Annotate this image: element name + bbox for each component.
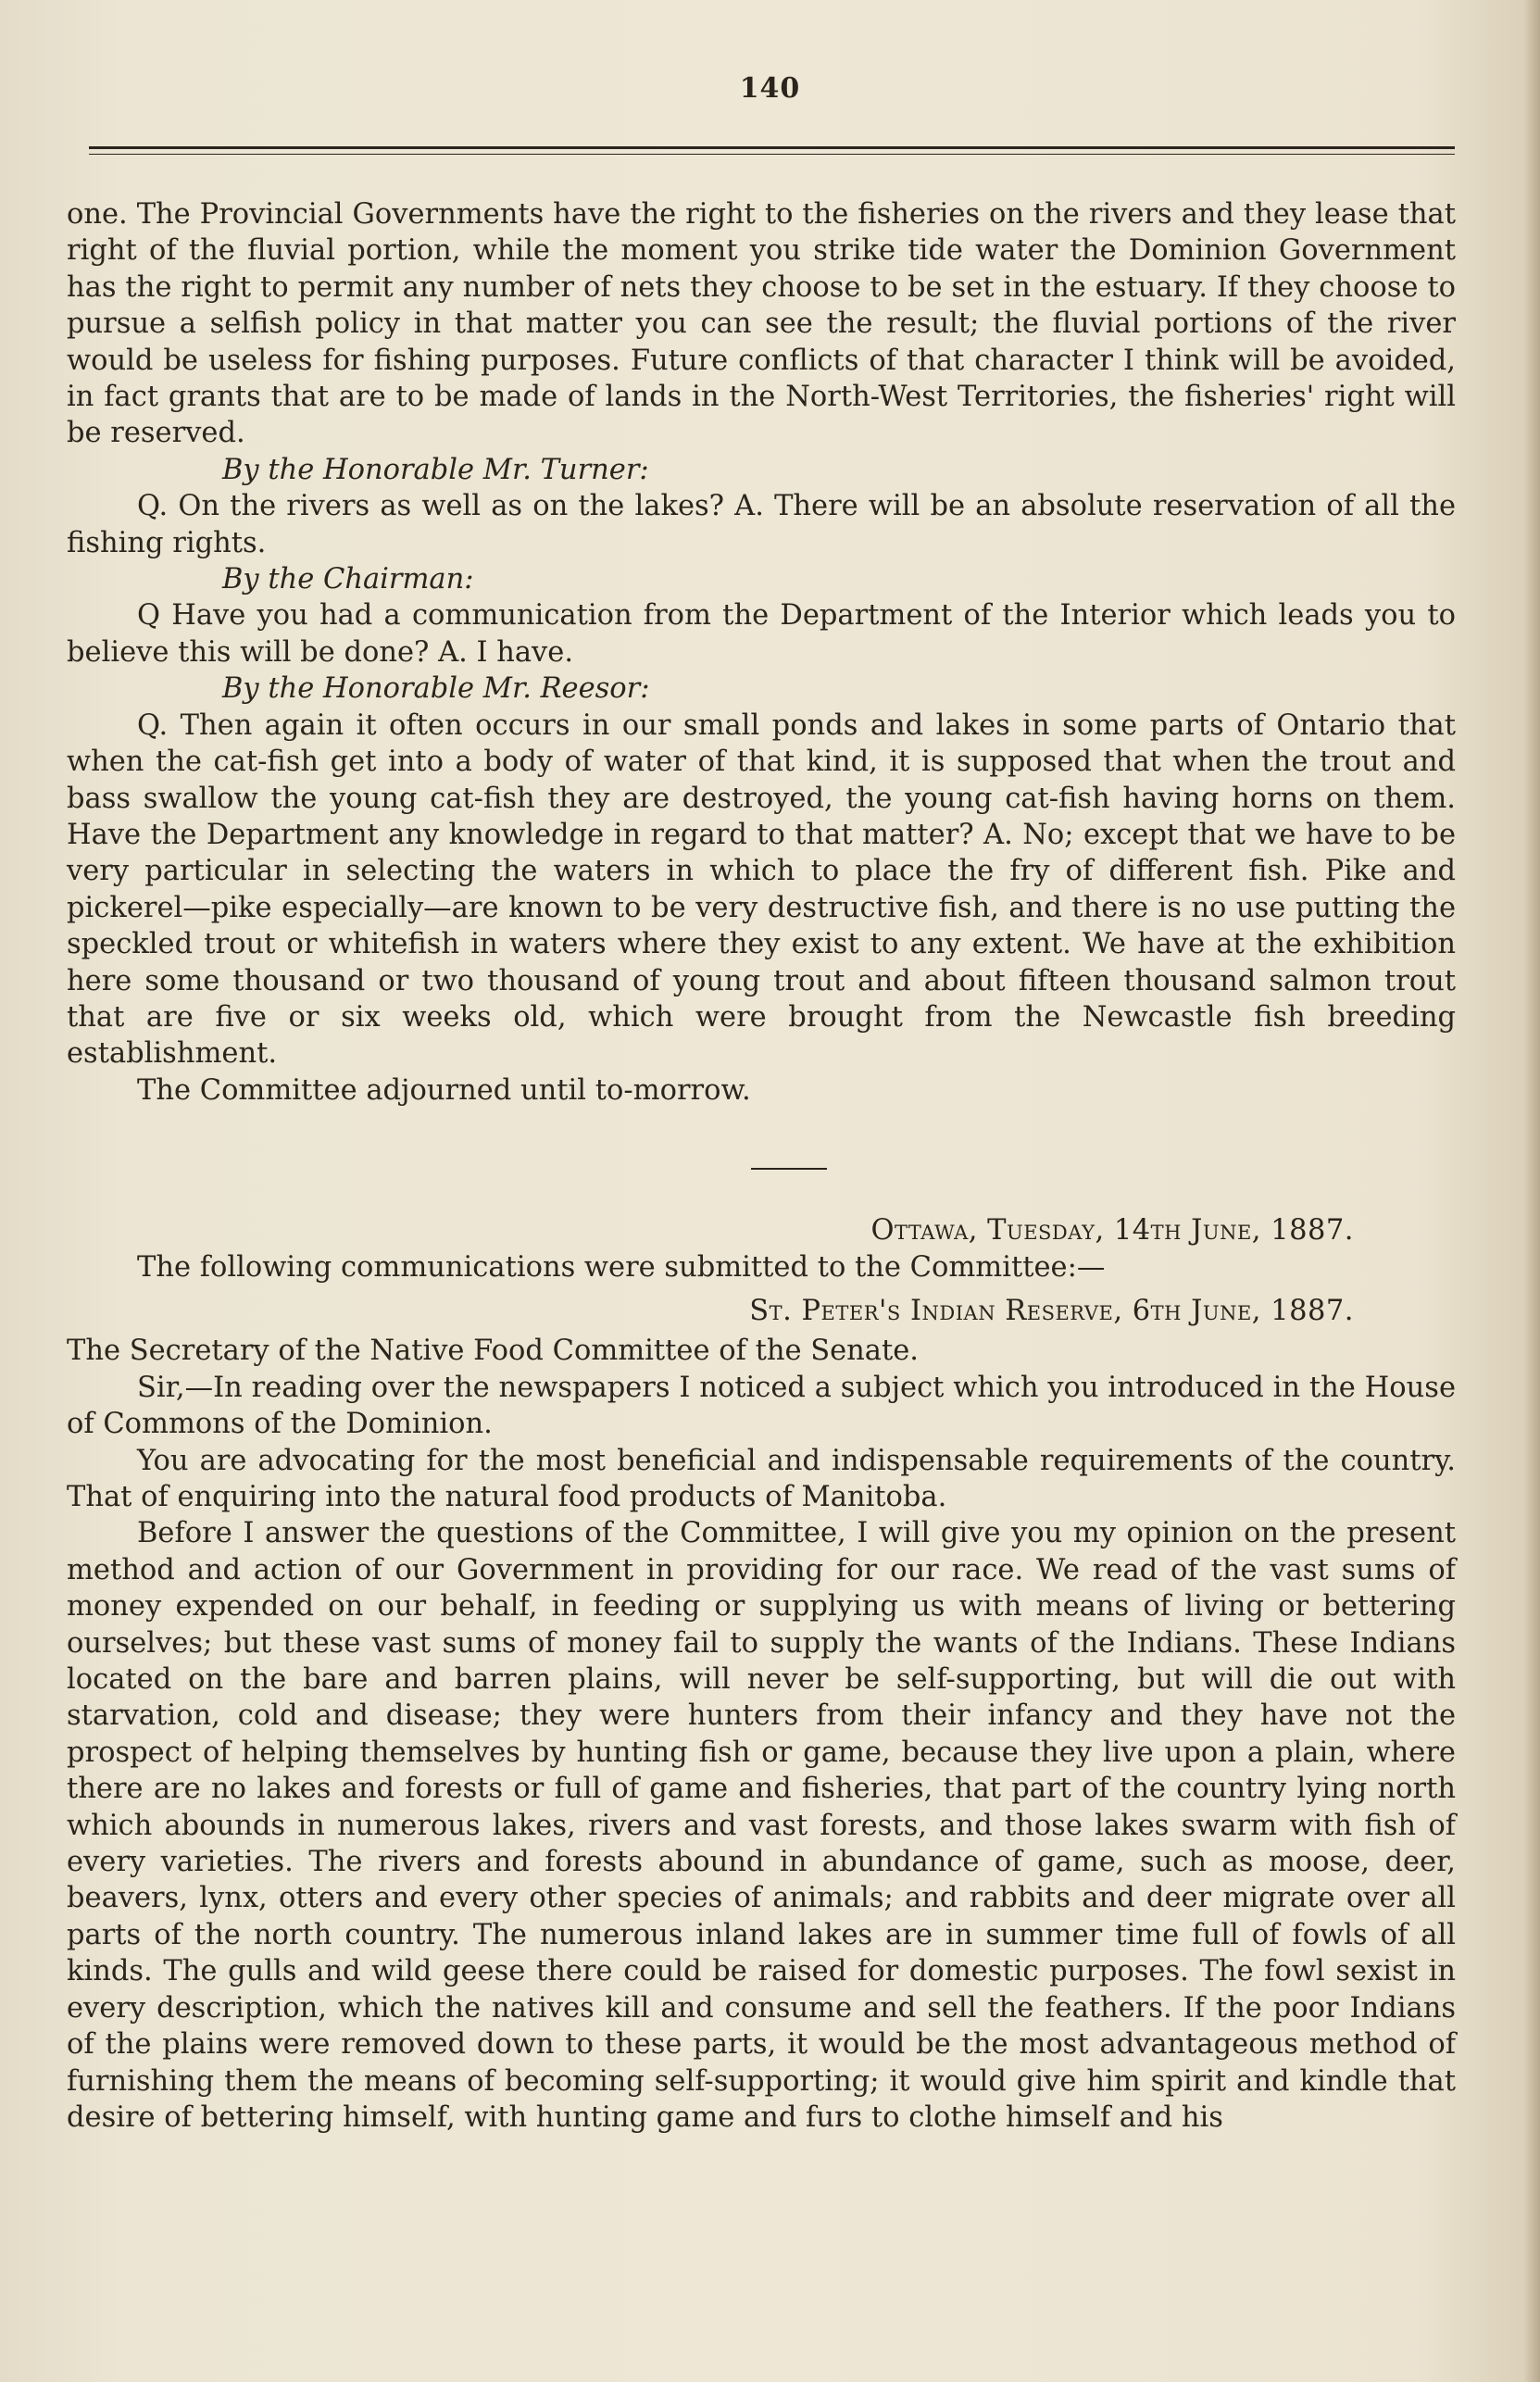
header-rule-thin <box>89 154 1455 155</box>
header-rule <box>89 146 1455 149</box>
letter-paragraph: Before I answer the questions of the Committee, I will give you my opinion on the present method and action of our Government in providing for our race. We read of the vast sums of money expended on our behalf, in feeding or supplying us with means of living or bettering ourselves; but these vast sums of money fail to supply the wants of the Indians. These Indians located on the bare and barren plains, will never be self-supporting, but will die out with starvation, cold and disease; they were hunters from their infancy and they have not the prospect of helping themselves by hunting fish or game, because they live upon a plain, where there are no lakes and forests or full of game and fisheries, that part of the country lying north which abounds in numerous lakes, rivers and vast forests, and those lakes swarm with fish of every varieties. The rivers and forests abound in abundance of game, such as moose, deer, beavers, lynx, otters and every other species of animals; and rabbits and deer migrate over all parts of the north country. The numerous inland lakes are in summer time full of fowls of all kinds. The gulls and wild geese there could be raised for domestic purposes. The fowl sexist in every description, which the natives kill and consume and sell the feathers. If the poor Indians of the plains were removed down to these parts, it would be the most advantageous method of furnishing them the means of becoming self-supporting; it would give him spirit and kindle that desire of bettering himself, with hunting game and furs to clothe himself and his <box>67 1517 1456 2134</box>
page-body <box>67 196 1456 2136</box>
letter-dateline: St. Peter's Indian Reserve, 6th June, 1887. <box>749 1294 1354 1327</box>
page-number: 140 <box>739 72 801 105</box>
intro-line: The following communications were submitted to the Committee:— <box>137 1250 1106 1284</box>
paragraph: Q. On the rivers as well as on the lakes? A. There will be an absolute reservation of all the fishing rights. <box>67 490 1456 559</box>
addressee: The Secretary of the Native Food Committee of the Senate. <box>67 1335 919 1368</box>
paragraph: Q. Then again it often occurs in our small ponds and lakes in some parts of Ontario that when the cat-fish get into a body of water of that kind, it is supposed that when the trout and bass swallow the young cat-fish they are destroyed, the young cat-fish having horns on them. Have the Department any knowledge in regard to that matter? A. No; except that we have to be very particular in selecting the waters in which to place the fry of different fish. Pike and pickerel—pike especially—are known to be very destructive fish, and there is no use putting the speckled trout or whitefish in waters where they exist to any extent. We have at the exhibition here some thousand or two thousand of young trout and about fifteen thousand salmon trout that are five or six weeks old, which were brought from the Newcastle fish breeding establishment. <box>67 708 1456 1071</box>
letter-paragraph: You are advocating for the most beneficial and indispensable requirements of the country. That of enquiring into the natural food products of Manitoba. <box>67 1444 1456 1513</box>
paragraph: one. The Provincial Governments have the right to the fisheries on the rivers and they lease that right of the fluvial portion, while the moment you strike tide water the Dominion Government has the right to permit any number of nets they choose to be set in the estuary. If they choose to pursue a selfish policy in that matter you can see the result; the fluvial portions of the river would be useless for fishing purposes. Future conflicts of that character I think will be avoided, in fact grants that are to be made of lands in the North-West Territories, the fisheries' right will be reserved. <box>67 198 1456 450</box>
speaker-heading: By the Honorable Mr. Turner: <box>222 453 649 486</box>
page-edge-shadow <box>1523 0 1540 2382</box>
paragraph: The Committee adjourned until to-morrow. <box>137 1073 751 1107</box>
letter-paragraph: Sir,—In reading over the newspapers I noticed a subject which you introduced in the House of Commons of the Dominion. <box>67 1371 1456 1441</box>
paragraph: Q Have you had a communication from the Department of the Interior which leads you to believe this will be done? A. I have. <box>67 599 1456 669</box>
dateline: Ottawa, Tuesday, 14th June, 1887. <box>870 1214 1354 1247</box>
speaker-heading: By the Chairman: <box>222 563 474 596</box>
speaker-heading: By the Honorable Mr. Reesor: <box>222 672 650 706</box>
section-divider <box>751 1168 827 1170</box>
